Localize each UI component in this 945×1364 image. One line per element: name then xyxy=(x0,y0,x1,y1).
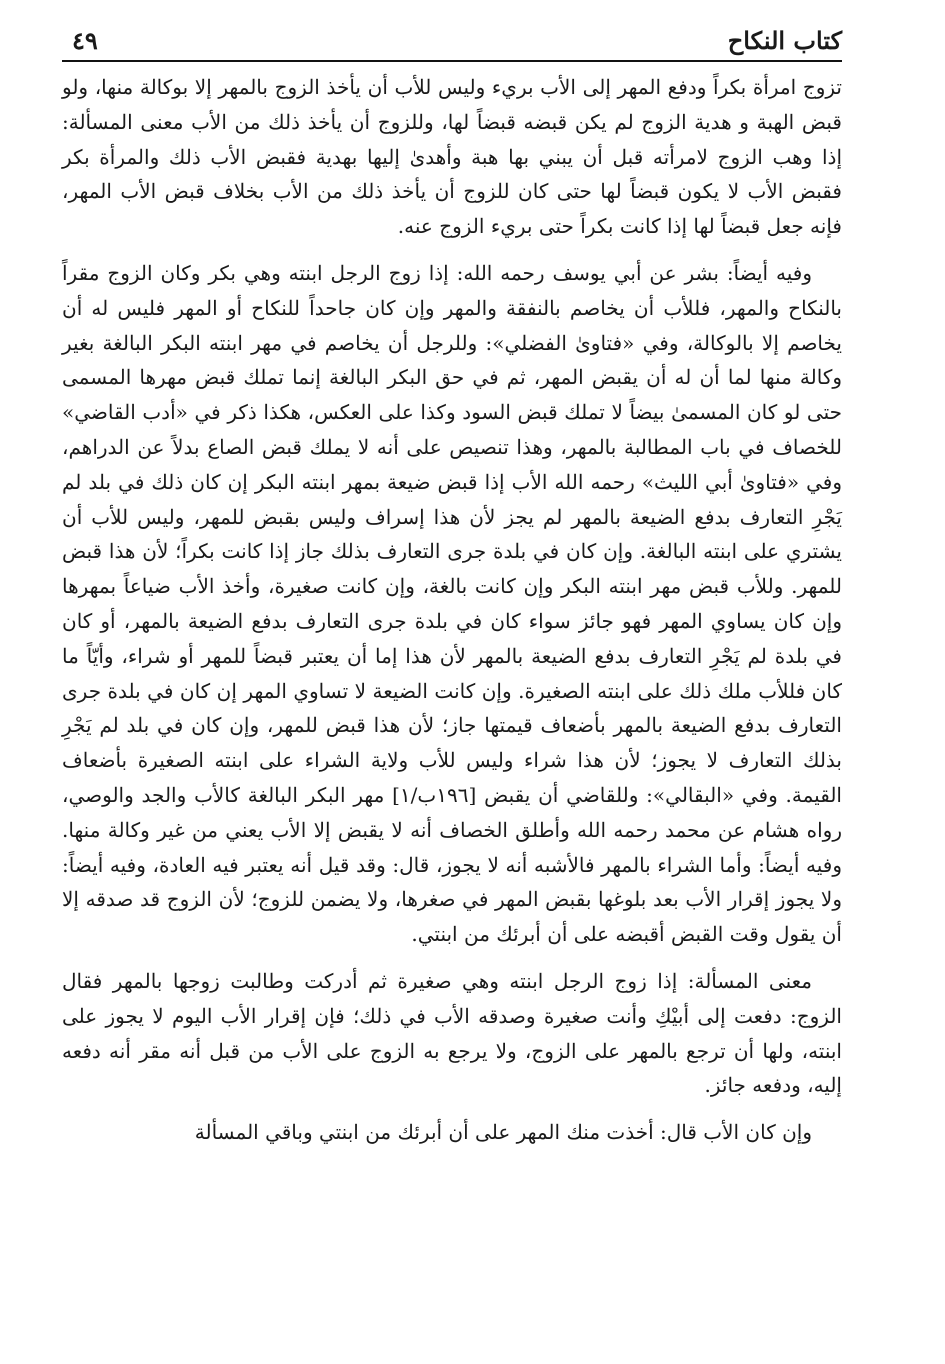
book-page xyxy=(62,24,842,1150)
body-paragraph: وفيه أيضاً: بشر عن أبي يوسف رحمه الله: إذا زوج الرجل ابنته وهي بكر وكان الزوج مقراً بالنكاح والمهر، فللأب أن يخاصم بالنفقة والمهر وإن كان جاحداً للنكاح أو المهر فليس له أن يخاصم إلا بالوكالة، وفي «فتاوىٰ الفضلي»: وللرجل أن يخاصم في مهر ابنته البكر البالغة بغير وكالة منها لما أن له أن يقبض المهر، ثم في حق البكر البالغة إنما تملك قبض مهرها المسمى حتى لو كان المسمىٰ بيضاً لا تملك قبض السود وكذا على العكس، هكذا ذكر في «أدب القاضي» للخصاف في باب المطالبة بالمهر، وهذا تنصيص على أنه لا يملك قبض الصاع بدلاً عن الدراهم، وفي «فتاوىٰ أبي الليث» رحمه الله الأب إذا قبض ضيعة بمهر ابنته البكر إن كان ذلك في بلد لم يَجْرِ التعارف بدفع الضيعة بالمهر لم يجز لأن هذا إسراف وليس بقبض للمهر، وليس للأب أن يشتري على ابنته البالغة. وإن كان في بلدة جرى التعارف بذلك جاز إذا كانت بكراً؛ لأن هذا قبض للمهر. وللأب قبض مهر ابنته البكر وإن كانت بالغة، وإن كانت صغيرة، وأخذ الأب ضياعاً بمهرها وإن كان يساوي المهر فهو جائز سواء كان في بلدة جرى التعارف بدفع الضيعة بالمهر، أو كان في بلدة لم يَجْرِ التعارف بدفع الضيعة بالمهر لأن هذا إما أن يعتبر قبضاً للمهر أو شراء، وأيّاً ما كان فللأب ملك ذلك على ابنته الصغيرة. وإن كانت الضيعة لا تساوي المهر إن كان في بلدة جرى التعارف بدفع الضيعة بالمهر بأضعاف قيمتها جاز؛ لأن هذا قبض للمهر، وإن كان في بلد لم يَجْرِ بذلك التعارف لا يجوز؛ لأن هذا شراء وليس للأب ولاية الشراء على ابنته الصغيرة بأضعاف القيمة. وفي «البقالي»: وللقاضي أن يقبض [١٩٦ب/١] مهر البكر البالغة كالأب والجد والوصي، رواه هشام عن محمد رحمه الله وأطلق الخصاف أنه لا يقبض إلا الأب يعني من غير وكالة منها. وفيه أيضاً: وأما الشراء بالمهر فالأشبه أنه لا يجوز، قال: وقد قيل أنه يعتبر فيه العادة، وفيه أيضاً: ولا يجوز إقرار الأب بعد بلوغها بقبض المهر في صغرها، ولا يضمن للزوج؛ لأن الزوج قد صدقه إلا أن يقول وقت القبض أقبضه على أن أبرئك من ابنتي. xyxy=(62,260,842,947)
page-number: ٤٩ xyxy=(72,26,98,55)
page-header xyxy=(62,24,842,58)
body-paragraph: معنى المسألة: إذا زوج الرجل ابنته وهي صغيرة ثم أدركت وطالبت زوجها بالمهر فقال الزوج: دفعت إلى أبيْكِ وأنت صغيرة وصدقه الأب في ذلك؛ فإن إقرار الأب اليوم لا يجوز على ابنته، ولها أن ترجع بالمهر على الزوج، ولا يرجع به الزوج على الأب من قبل أنه مقر أنه دفعه إليه، ودفعه جائز. xyxy=(62,968,842,1098)
body-paragraph: تزوج امرأة بكراً ودفع المهر إلى الأب بريء وليس للأب أن يأخذ الزوج بالمهر إلا بوكالة منها، ولو قبض الهبة و هدية الزوج لم يكن قبضه قبضاً لها، وللزوج أن يأخذ ذلك من الأب معنى المسألة: إذا وهب الزوج لامرأته قبل أن يبني بها هبة وأهدىٰ إليها بهدية فقبض الأب ذلك والمرأة بكر فقبض الأب لا يكون قبضاً لها حتى كان للزوج أن يأخذ ذلك من الأب بخلاف قبض الأب المهر، فإنه جعل قبضاً لها إذا كانت بكراً حتى بريء الزوج عنه. xyxy=(62,75,842,239)
running-title: كتاب النكاح xyxy=(727,26,842,55)
body-paragraph: وإن كان الأب قال: أخذت منك المهر على أن أبرئك من ابنتي وباقي المسألة xyxy=(194,1120,812,1145)
header-rule xyxy=(62,60,842,62)
